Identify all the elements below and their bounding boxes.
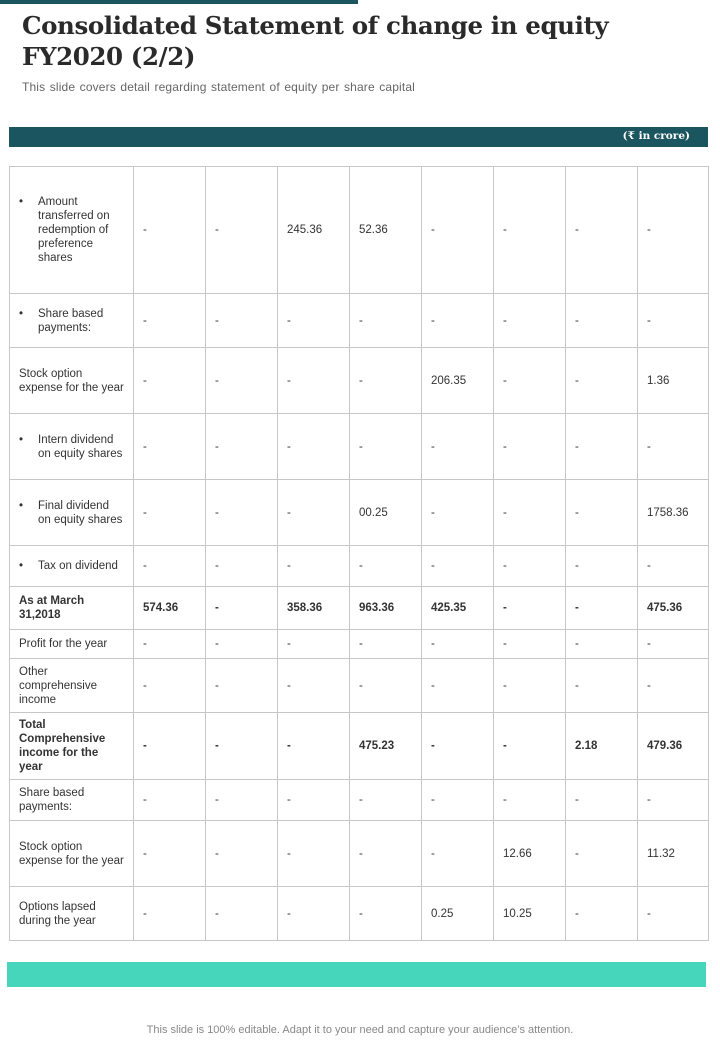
value-cell: - bbox=[206, 294, 278, 348]
value-cell: - bbox=[278, 480, 350, 546]
row-label: Total Comprehensive income for the year bbox=[19, 719, 106, 773]
value-cell: - bbox=[350, 348, 422, 414]
value-cell: - bbox=[134, 821, 206, 887]
row-label-cell bbox=[10, 348, 134, 414]
row-label: Amount transferred on redemption of preference shares bbox=[38, 196, 110, 264]
value-cell: - bbox=[494, 659, 566, 713]
value-cell: - bbox=[134, 414, 206, 480]
row-label-cell bbox=[10, 587, 134, 630]
value-cell: - bbox=[494, 348, 566, 414]
value-cell: - bbox=[638, 630, 709, 659]
value-cell: - bbox=[494, 414, 566, 480]
row-label-cell bbox=[10, 659, 134, 713]
row-label: Share based payments: bbox=[38, 307, 104, 334]
value-cell: - bbox=[494, 713, 566, 780]
table-row bbox=[10, 167, 709, 294]
value-cell: 475.23 bbox=[350, 713, 422, 780]
value-cell: - bbox=[566, 659, 638, 713]
table-row bbox=[10, 713, 709, 780]
table-row bbox=[10, 546, 709, 587]
value-cell: - bbox=[278, 546, 350, 587]
table-row bbox=[10, 480, 709, 546]
value-cell: - bbox=[566, 780, 638, 821]
row-label-cell bbox=[10, 780, 134, 821]
value-cell: - bbox=[134, 546, 206, 587]
row-label-cell bbox=[10, 167, 134, 294]
row-label: Other comprehensive income bbox=[19, 665, 97, 706]
value-cell: - bbox=[350, 414, 422, 480]
row-label: Stock option expense for the year bbox=[19, 367, 124, 394]
value-cell: 358.36 bbox=[278, 587, 350, 630]
unit-label: (₹ in crore) bbox=[622, 130, 690, 142]
value-cell: - bbox=[638, 659, 709, 713]
value-cell: - bbox=[566, 821, 638, 887]
value-cell: - bbox=[278, 821, 350, 887]
row-label-cell bbox=[10, 414, 134, 480]
value-cell: - bbox=[350, 780, 422, 821]
value-cell: - bbox=[494, 480, 566, 546]
value-cell: 00.25 bbox=[350, 480, 422, 546]
value-cell: - bbox=[350, 546, 422, 587]
value-cell: - bbox=[494, 587, 566, 630]
row-label: Profit for the year bbox=[19, 638, 108, 650]
value-cell: - bbox=[134, 630, 206, 659]
table-row bbox=[10, 780, 709, 821]
value-cell: - bbox=[494, 167, 566, 294]
value-cell: 0.25 bbox=[422, 887, 494, 941]
bullet-icon: • bbox=[19, 307, 24, 320]
value-cell: - bbox=[350, 821, 422, 887]
value-cell: - bbox=[278, 294, 350, 348]
table-row bbox=[10, 587, 709, 630]
bullet-icon: • bbox=[19, 499, 24, 512]
value-cell: - bbox=[206, 587, 278, 630]
row-label: Share based payments: bbox=[19, 787, 85, 813]
value-cell: - bbox=[134, 294, 206, 348]
value-cell: - bbox=[134, 348, 206, 414]
value-cell: - bbox=[134, 713, 206, 780]
value-cell: - bbox=[422, 821, 494, 887]
value-cell: 1758.36 bbox=[638, 480, 709, 546]
table-row bbox=[10, 294, 709, 348]
value-cell: - bbox=[278, 713, 350, 780]
value-cell: 475.36 bbox=[638, 587, 709, 630]
value-cell: - bbox=[134, 167, 206, 294]
row-label: Intern dividend on equity shares bbox=[38, 433, 123, 460]
value-cell: - bbox=[350, 294, 422, 348]
table-row bbox=[10, 821, 709, 887]
value-cell: - bbox=[206, 713, 278, 780]
value-cell: - bbox=[494, 546, 566, 587]
row-label-cell bbox=[10, 887, 134, 941]
value-cell: - bbox=[422, 659, 494, 713]
table-body bbox=[10, 167, 709, 941]
value-cell: - bbox=[350, 659, 422, 713]
value-cell: - bbox=[494, 294, 566, 348]
value-cell: 425.35 bbox=[422, 587, 494, 630]
value-cell: - bbox=[206, 887, 278, 941]
value-cell: - bbox=[206, 480, 278, 546]
value-cell: - bbox=[206, 630, 278, 659]
bullet-icon: • bbox=[19, 560, 24, 572]
value-cell: 479.36 bbox=[638, 713, 709, 780]
table-row bbox=[10, 887, 709, 941]
row-label-cell bbox=[10, 630, 134, 659]
value-cell: - bbox=[278, 348, 350, 414]
table-row bbox=[10, 348, 709, 414]
value-cell: - bbox=[278, 887, 350, 941]
value-cell: - bbox=[494, 630, 566, 659]
top-accent-line bbox=[0, 0, 358, 4]
value-cell: - bbox=[134, 480, 206, 546]
bullet-icon: • bbox=[19, 196, 24, 208]
value-cell: - bbox=[206, 167, 278, 294]
bottom-accent-bar bbox=[7, 962, 706, 987]
value-cell: - bbox=[566, 546, 638, 587]
value-cell: 2.18 bbox=[566, 713, 638, 780]
value-cell: - bbox=[638, 546, 709, 587]
value-cell: 574.36 bbox=[134, 587, 206, 630]
value-cell: - bbox=[566, 587, 638, 630]
value-cell: - bbox=[278, 659, 350, 713]
row-label-cell bbox=[10, 294, 134, 348]
value-cell: - bbox=[278, 630, 350, 659]
value-cell: - bbox=[134, 780, 206, 821]
value-cell: - bbox=[494, 780, 566, 821]
value-cell: - bbox=[566, 480, 638, 546]
value-cell: - bbox=[278, 780, 350, 821]
value-cell: - bbox=[422, 294, 494, 348]
page-title: Consolidated Statement of change in equity FY2020 (2/2) bbox=[22, 11, 609, 71]
row-label: Stock option expense for the year bbox=[19, 840, 124, 867]
value-cell: - bbox=[566, 294, 638, 348]
value-cell: - bbox=[638, 887, 709, 941]
value-cell: - bbox=[422, 546, 494, 587]
value-cell: - bbox=[206, 414, 278, 480]
row-label: Options lapsed during the year bbox=[19, 900, 96, 927]
value-cell: - bbox=[134, 659, 206, 713]
value-cell: - bbox=[422, 780, 494, 821]
value-cell: 206.35 bbox=[422, 348, 494, 414]
row-label: Final dividend on equity shares bbox=[38, 499, 123, 526]
equity-table bbox=[9, 166, 709, 941]
value-cell: - bbox=[422, 414, 494, 480]
unit-header-bar bbox=[9, 127, 708, 147]
value-cell: - bbox=[206, 348, 278, 414]
value-cell: - bbox=[422, 167, 494, 294]
value-cell: 1.36 bbox=[638, 348, 709, 414]
footer-note: This slide is 100% editable. Adapt it to your need and capture your audience’s attention. bbox=[146, 1024, 574, 1036]
value-cell: 10.25 bbox=[494, 887, 566, 941]
row-label-cell bbox=[10, 546, 134, 587]
value-cell: - bbox=[566, 414, 638, 480]
value-cell: - bbox=[566, 348, 638, 414]
value-cell: - bbox=[422, 480, 494, 546]
value-cell: 52.36 bbox=[350, 167, 422, 294]
value-cell: - bbox=[422, 713, 494, 780]
value-cell: - bbox=[206, 546, 278, 587]
value-cell: - bbox=[638, 414, 709, 480]
page-subtitle: This slide covers detail regarding statement of equity per share capital bbox=[22, 80, 415, 94]
table-row bbox=[10, 414, 709, 480]
value-cell: - bbox=[206, 780, 278, 821]
row-label-cell bbox=[10, 480, 134, 546]
value-cell: - bbox=[566, 630, 638, 659]
value-cell: 11.32 bbox=[638, 821, 709, 887]
value-cell: - bbox=[350, 630, 422, 659]
row-label-cell bbox=[10, 713, 134, 780]
value-cell: 12.66 bbox=[494, 821, 566, 887]
value-cell: - bbox=[566, 167, 638, 294]
value-cell: 245.36 bbox=[278, 167, 350, 294]
value-cell: 963.36 bbox=[350, 587, 422, 630]
value-cell: - bbox=[278, 414, 350, 480]
value-cell: - bbox=[206, 821, 278, 887]
row-label-cell bbox=[10, 821, 134, 887]
table-row bbox=[10, 630, 709, 659]
table-row bbox=[10, 659, 709, 713]
value-cell: - bbox=[566, 887, 638, 941]
row-label: As at March 31,2018 bbox=[19, 595, 85, 621]
value-cell: - bbox=[206, 659, 278, 713]
value-cell: - bbox=[638, 167, 709, 294]
value-cell: - bbox=[422, 630, 494, 659]
bullet-icon: • bbox=[19, 433, 24, 446]
value-cell: - bbox=[134, 887, 206, 941]
row-label: Tax on dividend bbox=[38, 560, 118, 572]
value-cell: - bbox=[638, 780, 709, 821]
value-cell: - bbox=[638, 294, 709, 348]
value-cell: - bbox=[350, 887, 422, 941]
